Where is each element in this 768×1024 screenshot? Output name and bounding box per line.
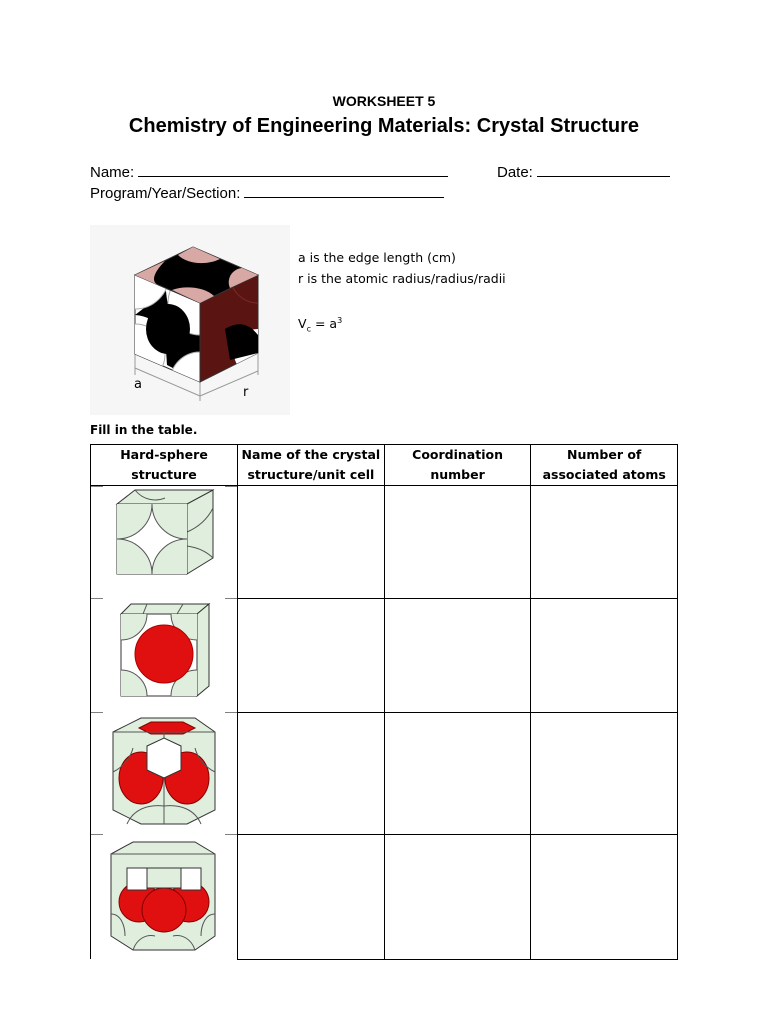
crystal-name-cell[interactable] xyxy=(238,486,385,599)
associated-atoms-cell[interactable] xyxy=(531,598,678,712)
edge-length-note: a is the edge length (cm) xyxy=(298,250,456,265)
date-label: Date: xyxy=(497,164,533,181)
radius-label: r xyxy=(243,385,249,400)
simple-cubic-image xyxy=(91,486,237,594)
table-row xyxy=(91,598,678,712)
page-title: Chemistry of Engineering Materials: Crystal Structure xyxy=(128,115,640,137)
table-header-row xyxy=(91,445,678,486)
hexagonal-close-packed-image xyxy=(91,834,237,955)
associated-atoms-cell[interactable] xyxy=(531,486,678,599)
program-blank[interactable] xyxy=(244,183,444,198)
table-row xyxy=(91,834,678,959)
header-coordination: Coordination number xyxy=(384,445,531,486)
crystal-name-cell[interactable] xyxy=(238,712,385,834)
header-hard-sphere: Hard-sphere structure xyxy=(91,445,238,486)
coordination-cell[interactable] xyxy=(384,712,531,834)
crystal-table xyxy=(90,444,678,960)
hard-sphere-cell xyxy=(91,486,238,599)
name-blank[interactable] xyxy=(138,162,448,177)
header-crystal-name: Name of the crystal structure/unit cell xyxy=(238,445,385,486)
diagram-notes xyxy=(298,247,506,340)
associated-atoms-cell[interactable] xyxy=(531,712,678,834)
crystal-name-cell[interactable] xyxy=(238,834,385,959)
program-label: Program/Year/Section: xyxy=(90,185,241,202)
hard-sphere-cell xyxy=(91,598,238,712)
coordination-cell[interactable] xyxy=(384,486,531,599)
volume-formula: $V_c = a^3$ xyxy=(298,316,343,334)
radius-note: r is the atomic radius/radius/radii xyxy=(298,271,506,286)
hard-sphere-cell xyxy=(91,712,238,834)
header-associated-atoms: Number of associated atoms xyxy=(531,445,678,486)
table-row xyxy=(91,486,678,599)
edge-length-label: a xyxy=(134,377,142,392)
associated-atoms-cell[interactable] xyxy=(531,834,678,959)
face-centered-cubic-image xyxy=(91,712,237,830)
name-field[interactable] xyxy=(90,162,448,181)
hard-sphere-cell xyxy=(91,834,238,959)
name-label: Name: xyxy=(90,164,135,181)
program-field[interactable] xyxy=(90,183,444,202)
coordination-cell[interactable] xyxy=(384,834,531,959)
body-centered-cubic-image xyxy=(91,598,237,708)
fill-instruction: Fill in the table. xyxy=(90,423,198,437)
coordination-cell[interactable] xyxy=(384,598,531,712)
worksheet-label: WORKSHEET 5 xyxy=(332,93,436,109)
unit-cell-diagram xyxy=(90,225,290,415)
crystal-name-cell[interactable] xyxy=(238,598,385,712)
date-blank[interactable] xyxy=(537,162,670,177)
table-row xyxy=(91,712,678,834)
date-field[interactable] xyxy=(497,162,670,181)
